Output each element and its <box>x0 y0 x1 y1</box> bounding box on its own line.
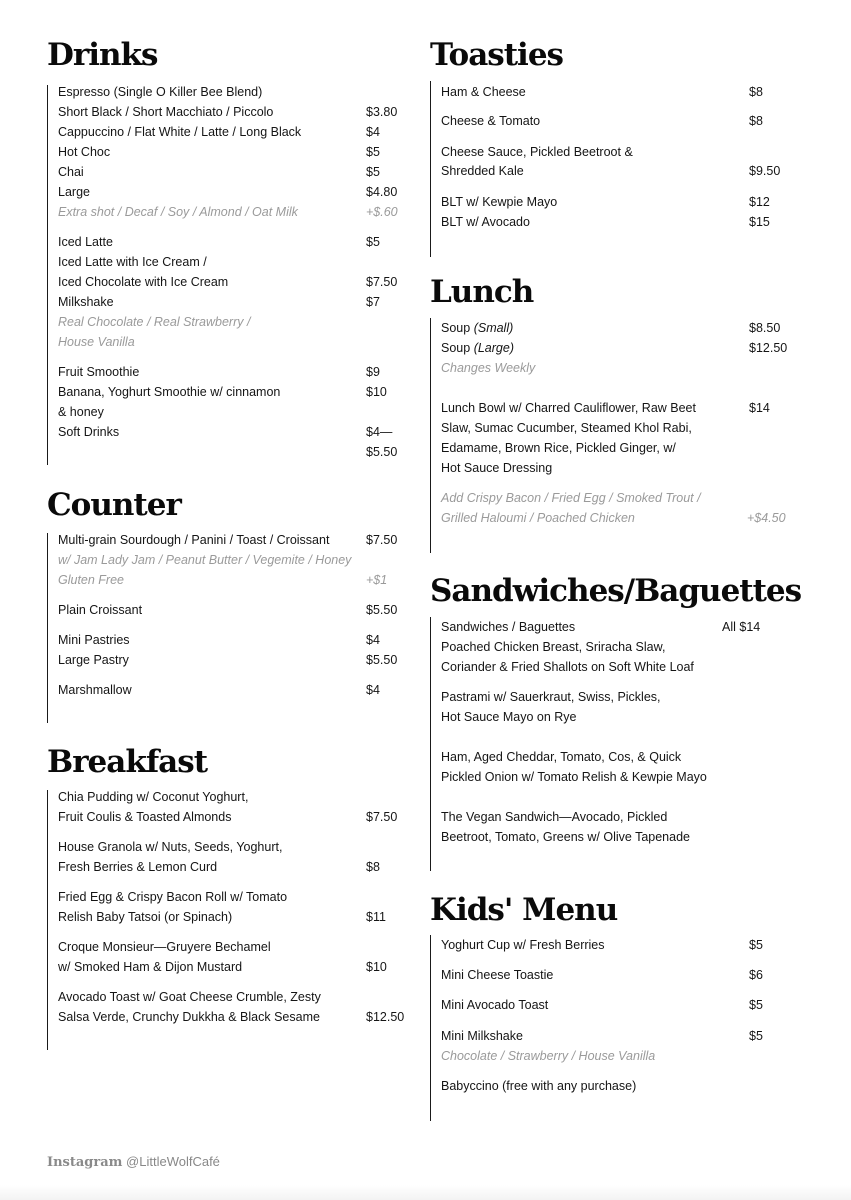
item-price: $7.50 <box>366 275 398 289</box>
kids-list <box>430 935 831 1121</box>
lunch-list <box>430 318 831 553</box>
menu-item: Cheese & Tomato <box>441 114 541 128</box>
menu-item: BLT w/ Avocado <box>441 215 530 229</box>
menu-item: Lunch Bowl w/ Charred Cauliflower, Raw Beet <box>441 401 696 415</box>
menu-item: Mini Milkshake <box>441 1029 523 1043</box>
item-price: $14 <box>749 401 770 415</box>
instagram-label: Instagram <box>47 1155 123 1170</box>
item-price: All $14 <box>722 620 761 634</box>
menu-item <box>441 338 514 358</box>
menu-item: Espresso (Single O Killer Bee Blend) <box>58 85 263 99</box>
item-price: $4— <box>366 425 393 439</box>
item-price: $4 <box>366 125 380 139</box>
menu-item: Iced Latte with Ice Cream / <box>58 255 207 269</box>
menu-item: Croque Monsieur—Gruyere Bechamel <box>58 940 271 954</box>
menu-item: Hot Choc <box>58 145 111 159</box>
menu-item: Fruit Smoothie <box>58 365 140 379</box>
item-price: $5 <box>749 998 763 1012</box>
soup-size: (Small) <box>473 321 514 335</box>
menu-note: Grilled Haloumi / Poached Chicken <box>441 511 635 525</box>
lunch-heading: Lunch <box>430 274 534 310</box>
menu-item: Multi-grain Sourdough / Panini / Toast / Croissant <box>58 533 330 547</box>
counter-list <box>47 533 413 723</box>
menu-item: Beetroot, Tomato, Greens w/ Olive Tapenade <box>441 830 690 844</box>
menu-item: Coriander & Fried Shallots on Soft White Loaf <box>441 660 694 674</box>
drinks-heading: Drinks <box>47 37 158 73</box>
item-price: $4 <box>366 633 380 647</box>
menu-item: Edamame, Brown Rice, Pickled Ginger, w/ <box>441 441 676 455</box>
item-price: $7.50 <box>366 533 398 547</box>
menu-note: Changes Weekly <box>441 361 536 375</box>
item-price: $5 <box>366 235 380 249</box>
instagram-handle[interactable]: @LittleWolfCafé <box>126 1154 220 1169</box>
soup-label: Soup <box>441 341 471 355</box>
menu-item: Shredded Kale <box>441 164 524 178</box>
soup-label: Soup <box>441 321 471 335</box>
item-price: $12 <box>749 195 770 209</box>
menu-item: The Vegan Sandwich—Avocado, Pickled <box>441 810 668 824</box>
sandwiches-list <box>430 617 831 871</box>
menu-item: Babyccino (free with any purchase) <box>441 1079 637 1093</box>
menu-item: Iced Chocolate with Ice Cream <box>58 275 229 289</box>
item-price: $8 <box>749 85 763 99</box>
page-bottom-edge <box>0 1185 851 1200</box>
item-price: $4 <box>366 683 380 697</box>
menu-note: House Vanilla <box>58 335 135 349</box>
menu-item: Plain Croissant <box>58 603 143 617</box>
item-price: $6 <box>749 968 763 982</box>
menu-item: Mini Pastries <box>58 633 130 647</box>
menu-item: House Granola w/ Nuts, Seeds, Yoghurt, <box>58 840 283 854</box>
item-price: $10 <box>366 385 387 399</box>
soup-size: (Large) <box>473 341 514 355</box>
item-price: $5 <box>366 145 380 159</box>
footer <box>47 1152 220 1172</box>
item-price: $8.50 <box>749 321 781 335</box>
menu-item: Hot Sauce Mayo on Rye <box>441 710 577 724</box>
menu-item: Chai <box>58 165 84 179</box>
menu-item: Marshmallow <box>58 683 132 697</box>
item-price: $5 <box>366 165 380 179</box>
menu-item: Milkshake <box>58 295 114 309</box>
item-price: $5.50 <box>366 603 398 617</box>
menu-item: Fruit Coulis & Toasted Almonds <box>58 810 232 824</box>
menu-item: Pastrami w/ Sauerkraut, Swiss, Pickles, <box>441 690 661 704</box>
menu-item: Relish Baby Tatsoi (or Spinach) <box>58 910 233 924</box>
menu-item: Mini Avocado Toast <box>441 998 549 1012</box>
item-price: +$4.50 <box>747 511 786 525</box>
menu-item: Large Pastry <box>58 653 129 667</box>
menu-item: Slaw, Sumac Cucumber, Steamed Khol Rabi, <box>441 421 692 435</box>
menu-item: Cheese Sauce, Pickled Beetroot & <box>441 145 633 159</box>
item-price: $8 <box>366 860 380 874</box>
menu-item: Chia Pudding w/ Coconut Yoghurt, <box>58 790 249 804</box>
menu-item: Hot Sauce Dressing <box>441 461 553 475</box>
breakfast-list <box>47 790 413 1050</box>
breakfast-heading: Breakfast <box>47 744 208 780</box>
item-price: $7 <box>366 295 380 309</box>
menu-item: Banana, Yoghurt Smoothie w/ cinnamon <box>58 385 281 399</box>
menu-note: Real Chocolate / Real Strawberry / <box>58 315 251 329</box>
item-price: $15 <box>749 215 770 229</box>
menu-item: Poached Chicken Breast, Sriracha Slaw, <box>441 640 666 654</box>
menu-item: w/ Smoked Ham & Dijon Mustard <box>58 960 243 974</box>
menu-item: Short Black / Short Macchiato / Piccolo <box>58 105 274 119</box>
item-price: $5.50 <box>366 445 398 459</box>
counter-heading: Counter <box>47 487 181 523</box>
menu-item: Ham, Aged Cheddar, Tomato, Cos, & Quick <box>441 750 682 764</box>
menu-item: Cappuccino / Flat White / Latte / Long Black <box>58 125 302 139</box>
item-price: +$.60 <box>366 205 398 219</box>
menu-item: Fresh Berries & Lemon Curd <box>58 860 218 874</box>
item-price: $5 <box>749 1029 763 1043</box>
menu-item: Sandwiches / Baguettes <box>441 620 576 634</box>
item-price: $9 <box>366 365 380 379</box>
item-price: $9.50 <box>749 164 781 178</box>
sandwiches-heading: Sandwiches/Baguettes <box>430 573 802 609</box>
menu-note: Extra shot / Decaf / Soy / Almond / Oat Milk <box>58 205 298 219</box>
item-price: $11 <box>366 910 386 924</box>
menu-item: Avocado Toast w/ Goat Cheese Crumble, Zesty <box>58 990 321 1004</box>
menu-item: & honey <box>58 405 104 419</box>
item-price: $4.80 <box>366 185 398 199</box>
menu-note: Chocolate / Strawberry / House Vanilla <box>441 1049 656 1063</box>
item-price: $12.50 <box>749 341 788 355</box>
item-price: $5 <box>749 938 763 952</box>
menu-item: Mini Cheese Toastie <box>441 968 554 982</box>
menu-item: Soft Drinks <box>58 425 120 439</box>
menu-item: Iced Latte <box>58 235 113 249</box>
menu-item: Yoghurt Cup w/ Fresh Berries <box>441 938 605 952</box>
menu-item: Pickled Onion w/ Tomato Relish & Kewpie Mayo <box>441 770 707 784</box>
menu-item: Salsa Verde, Crunchy Dukkha & Black Sesame <box>58 1010 320 1024</box>
item-price: $10 <box>366 960 387 974</box>
menu-note: w/ Jam Lady Jam / Peanut Butter / Vegemite / Honey <box>58 553 352 567</box>
menu-item: BLT w/ Kewpie Mayo <box>441 195 558 209</box>
menu-note: Gluten Free <box>58 573 125 587</box>
menu-item: Large <box>58 185 90 199</box>
toasties-heading: Toasties <box>430 37 563 73</box>
item-price: $5.50 <box>366 653 398 667</box>
item-price: $3.80 <box>366 105 398 119</box>
item-price: $7.50 <box>366 810 398 824</box>
menu-item: Fried Egg & Crispy Bacon Roll w/ Tomato <box>58 890 288 904</box>
item-price: $8 <box>749 114 763 128</box>
menu-item: Ham & Cheese <box>441 85 526 99</box>
menu-note: Add Crispy Bacon / Fried Egg / Smoked Trout / <box>441 491 701 505</box>
drinks-list <box>47 85 413 465</box>
menu-item <box>441 318 513 338</box>
item-price: $12.50 <box>366 1010 405 1024</box>
item-price: +$1 <box>366 573 388 587</box>
toasties-list <box>430 81 831 257</box>
kids-heading: Kids' Menu <box>430 892 618 928</box>
